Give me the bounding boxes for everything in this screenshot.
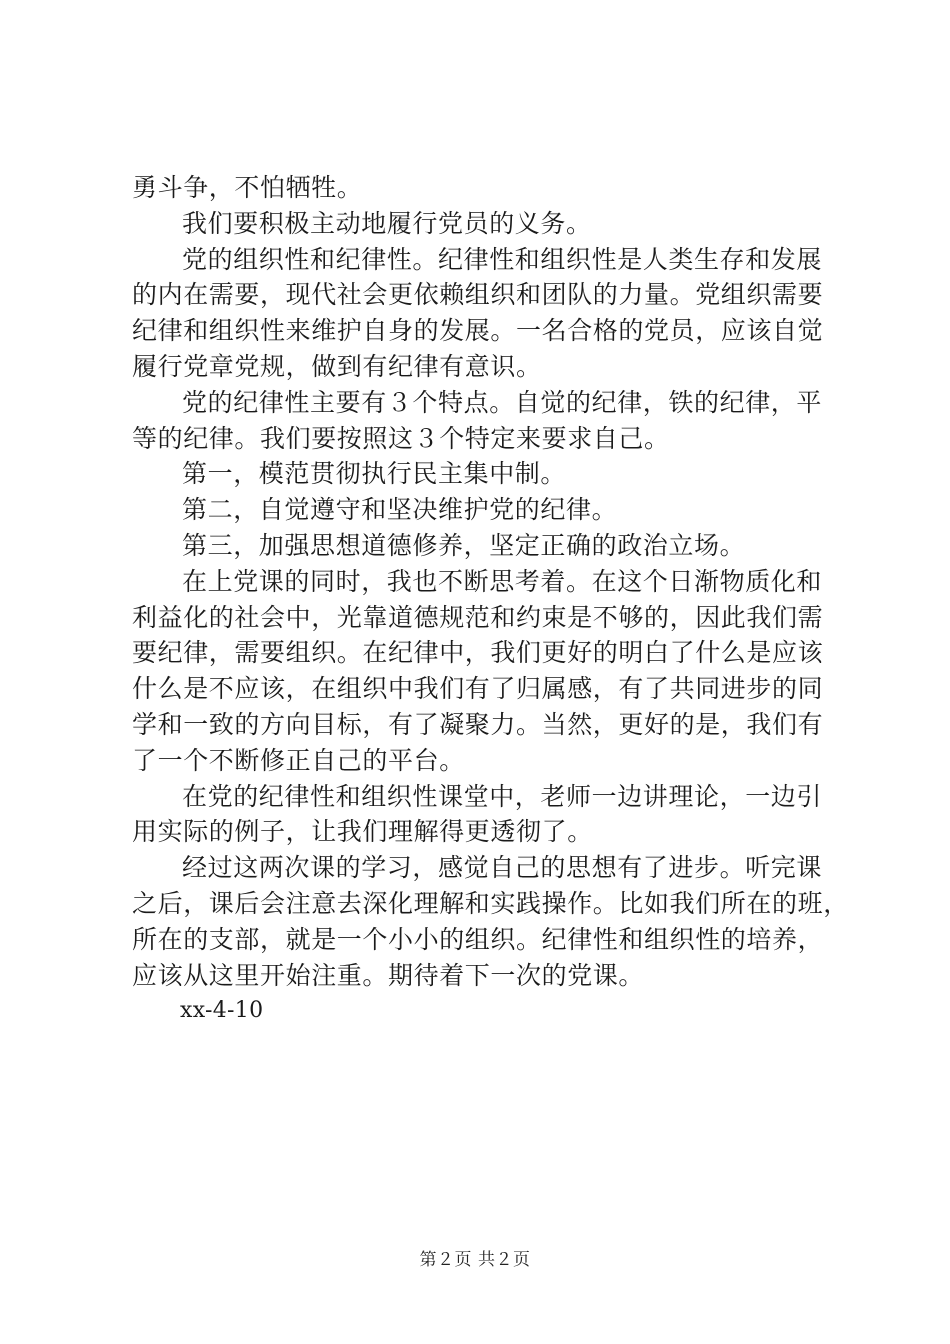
text-line: 等的纪律。我们要按照这３个特定来要求自己。 — [132, 423, 670, 453]
text-line: 学和一致的方向目标，有了凝聚力。当然，更好的是，我们有 — [132, 709, 824, 739]
text-line: 什么是不应该，在组织中我们有了归属感，有了共同进步的同 — [132, 674, 824, 704]
text-line: 要纪律，需要组织。在纪律中，我们更好的明白了什么是应该 — [132, 638, 824, 668]
text-line: 之后，课后会注意去深化理解和实践操作。比如我们所在的班， — [132, 888, 849, 918]
text-line: 勇斗争，不怕牺牲。 — [132, 173, 363, 202]
text-line: 利益化的社会中，光靠道德规范和约束是不够的，因此我们需 — [132, 602, 824, 632]
text-line: 履行党章党规，做到有纪律有意识。 — [132, 351, 542, 381]
text-line: 第一，模范贯彻执行民主集中制。 — [182, 459, 567, 489]
text-line: 在党的纪律性和组织性课堂中，老师一边讲理论，一边引 — [182, 781, 823, 811]
text-line: 党的纪律性主要有３个特点。自觉的纪律，铁的纪律，平 — [182, 387, 823, 417]
text-line: 第二，自觉遵守和坚决维护党的纪律。 — [182, 495, 618, 525]
text-line: 所在的支部，就是一个小小的组织。纪律性和组织性的培养， — [132, 924, 824, 954]
text-line: 了一个不断修正自己的平台。 — [132, 745, 465, 775]
text-line: 第三，加强思想道德修养，坚定正确的政治立场。 — [182, 530, 746, 560]
text-line: 党的组织性和纪律性。纪律性和组织性是人类生存和发展 — [182, 244, 823, 274]
text-line: 我们要积极主动地履行党员的义务。 — [182, 208, 592, 238]
text-line: 经过这两次课的学习，感觉自己的思想有了进步。听完课 — [182, 853, 823, 883]
text-line: 在上党课的同时，我也不断思考着。在这个日渐物质化和 — [182, 566, 823, 596]
text-line: 的内在需要，现代社会更依赖组织和团队的力量。党组织需要 — [132, 280, 824, 310]
page-footer: 第２页 共２页 — [419, 1250, 531, 1270]
document-body — [132, 170, 849, 1029]
text-line: 用实际的例子，让我们理解得更透彻了。 — [132, 817, 593, 847]
text-line: 纪律和组织性来维护自身的发展。一名合格的党员，应该自觉 — [132, 316, 824, 346]
text-line: 应该从这里开始注重。期待着下一次的党课。 — [132, 960, 645, 990]
document-date: xx-4-10 — [180, 998, 264, 1024]
